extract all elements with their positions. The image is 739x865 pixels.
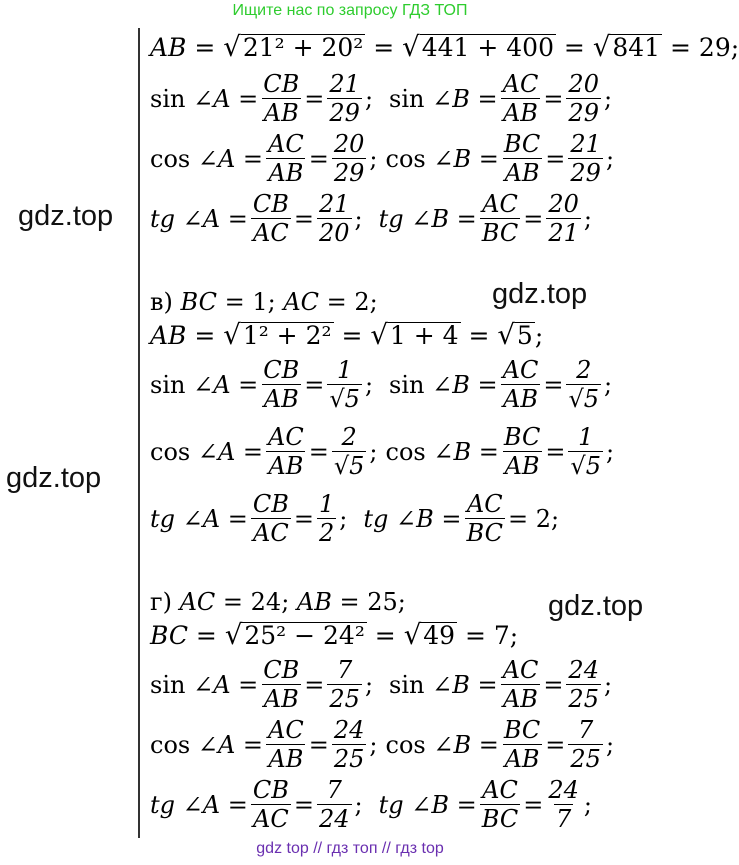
watermark: gdz.top (492, 278, 588, 310)
equation-line: AB = √ 21² + 20² = √ 441 + 400 = √ 841 = 29; (150, 31, 739, 63)
equation-line: BC = √ 25² − 24² = √ 49 = 7; (150, 619, 519, 651)
equation-line: sin ∠ A = $\frac{CB}{AB}$ = $\frac{7}{25}$ ; sin ∠ B = $\frac{AC}{AB}$ = $\frac{24}{25}$ ; (150, 656, 613, 713)
equation-line: tg ∠ A = $\frac{CB}{AC}$ = $\frac{1}{2}$ ; tg ∠ B = $\frac{AC}{BC}$ = 2; (150, 490, 560, 547)
footer-links: gdz top // гдз топ // гдз top (256, 840, 444, 857)
watermark: gdz.top (18, 200, 114, 232)
equation-line: cos ∠ A = $\frac{AC}{AB}$ = $\frac{24}{25}$ ; cos ∠ B = $\frac{BC}{AB}$ = $\frac{7}{25}$ ; (150, 716, 615, 773)
promo-header: Ищите нас по запросу ГДЗ ТОП (232, 2, 468, 19)
equation-line: AB = √ 1² + 2² = √ 1 + 4 = √ 5 ; (150, 319, 544, 351)
equation-line: cos ∠ A = $\frac{AC}{AB}$ = $\frac{2}{√5}$ ; cos ∠ B = $\frac{BC}{AB}$ = $\frac{1}{√5}$ ; (150, 423, 615, 480)
equation-line: sin ∠ A = $\frac{CB}{AB}$ = $\frac{1}{√5}$ ; sin ∠ B = $\frac{AC}{AB}$ = $\frac{2}{√5}$ ; (150, 356, 613, 413)
watermark: gdz.top (548, 590, 644, 622)
equation-line: tg ∠ A = $\frac{CB}{AC}$ = $\frac{21}{20}$ ; tg ∠ B = $\frac{AC}{BC}$ = $\frac{20}{21}$ ; (150, 190, 592, 247)
watermark: gdz.top (6, 462, 102, 494)
margin-rule (138, 28, 140, 838)
problem-statement: в) BC = 1; AC = 2; (150, 288, 378, 316)
equation-line: sin ∠ A = $\frac{CB}{AB}$ = $\frac{21}{29}$ ; sin ∠ B = $\frac{AC}{AB}$ = $\frac{20}{29}$ ; (150, 70, 613, 127)
problem-statement: г) AC = 24; AB = 25; (150, 588, 406, 616)
equation-line: cos ∠ A = $\frac{AC}{AB}$ = $\frac{20}{29}$ ; cos ∠ B = $\frac{BC}{AB}$ = $\frac{21}{29}$ ; (150, 130, 615, 187)
equation-line: tg ∠ A = $\frac{CB}{AC}$ = $\frac{7}{24}$ ; tg ∠ B = $\frac{AC}{BC}$ = $\frac{24}{7}$ ; (150, 776, 592, 833)
